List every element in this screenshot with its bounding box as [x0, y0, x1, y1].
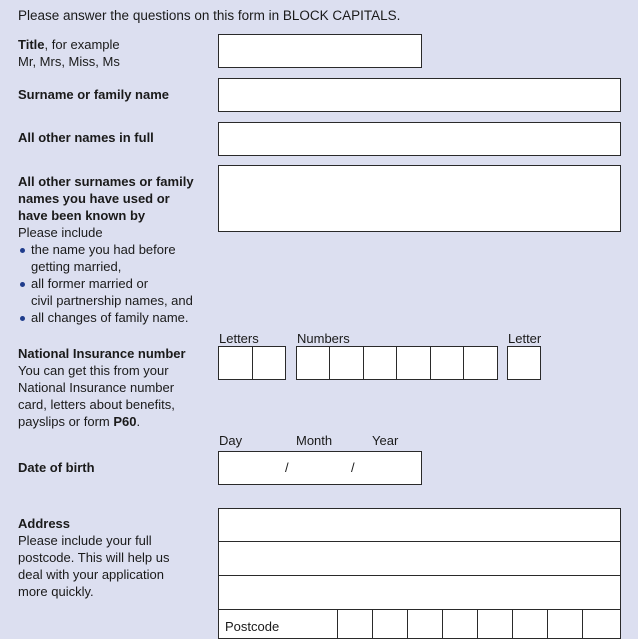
- postcode-label: Postcode: [225, 619, 280, 634]
- postcode-char-box[interactable]: [372, 609, 408, 639]
- address-hint-line-4: more quickly.: [18, 584, 94, 599]
- form-instructions: Please answer the questions on this form in BLOCK CAPITALS.: [18, 8, 401, 23]
- address-hint-line-1: Please include your full: [18, 533, 152, 548]
- address-label: [18, 515, 170, 600]
- dob-header-month: Month: [296, 433, 333, 448]
- ni-letter-box[interactable]: [252, 346, 286, 380]
- postcode-char-box[interactable]: [337, 609, 373, 639]
- ni-number-box[interactable]: [329, 346, 364, 380]
- postcode-char-box[interactable]: [442, 609, 478, 639]
- dob-input[interactable]: [218, 451, 422, 485]
- other-surnames-label: [18, 173, 194, 326]
- postcode-char-box[interactable]: [512, 609, 548, 639]
- ni-number-box[interactable]: [463, 346, 498, 380]
- bullet-item: the name you had before: [18, 242, 176, 257]
- other-surnames-label-line-1: All other surnames or family: [18, 174, 194, 189]
- ni-header-letter: Letter: [508, 331, 542, 346]
- ni-hint-line-2: National Insurance number: [18, 380, 175, 395]
- bullet-item: all former married or: [18, 276, 148, 291]
- other-surnames-input[interactable]: [218, 165, 621, 232]
- surname-label-text: Surname or family name: [18, 87, 169, 102]
- surname-label: [18, 87, 169, 104]
- ni-label: [18, 345, 186, 430]
- postcode-char-box[interactable]: [547, 609, 583, 639]
- other-names-label-text: All other names in full: [18, 130, 154, 145]
- ni-hint-line-1: You can get this from your: [18, 363, 169, 378]
- dob-header-day: Day: [219, 433, 243, 448]
- other-surnames-label-line-2: names you have used or: [18, 191, 170, 206]
- ni-hint-line-4-suffix: .: [136, 414, 141, 429]
- address-line-1-input[interactable]: [218, 508, 621, 542]
- postcode-char-box[interactable]: [582, 609, 621, 639]
- ni-hint-p60: P60: [113, 414, 137, 429]
- title-label-examples: Mr, Mrs, Miss, Ms: [18, 53, 120, 69]
- other-surnames-label-line-3: have been known by: [18, 208, 146, 223]
- address-hint-line-2: postcode. This will help us: [18, 550, 170, 565]
- ni-hint-line-3: card, letters about benefits,: [18, 397, 175, 412]
- other-surnames-hint: Please include: [18, 225, 103, 240]
- title-label-bold: Title: [18, 37, 45, 52]
- title-label: [18, 37, 120, 70]
- surname-input[interactable]: [218, 78, 621, 112]
- ni-hint-line-4-prefix: payslips or form: [18, 414, 114, 429]
- dob-separator: /: [285, 460, 289, 475]
- ni-number-box[interactable]: [363, 346, 397, 380]
- dob-label-text: Date of birth: [18, 460, 95, 475]
- bullet-item-continuation: civil partnership names, and: [31, 293, 193, 308]
- dob-separator: /: [351, 460, 355, 475]
- ni-final-letter-box[interactable]: [507, 346, 541, 380]
- ni-header-letters: Letters: [219, 331, 259, 346]
- address-line-2-input[interactable]: [218, 541, 621, 576]
- dob-label: [18, 460, 95, 477]
- bullet-item-continuation: getting married,: [31, 259, 122, 274]
- dob-header-year: Year: [372, 433, 399, 448]
- postcode-label-cell: [218, 609, 338, 639]
- ni-letter-box[interactable]: [218, 346, 253, 380]
- ni-number-box[interactable]: [296, 346, 330, 380]
- ni-number-box[interactable]: [396, 346, 431, 380]
- address-line-3-input[interactable]: [218, 575, 621, 610]
- ni-number-box[interactable]: [430, 346, 464, 380]
- postcode-char-box[interactable]: [477, 609, 513, 639]
- other-names-label: [18, 130, 154, 147]
- ni-label-text: National Insurance number: [18, 346, 186, 361]
- postcode-char-box[interactable]: [407, 609, 443, 639]
- ni-header-numbers: Numbers: [297, 331, 350, 346]
- title-input[interactable]: [218, 34, 422, 68]
- bullet-item: all changes of family name.: [18, 310, 189, 325]
- other-names-input[interactable]: [218, 122, 621, 156]
- title-label-rest: , for example: [44, 37, 120, 52]
- address-label-text: Address: [18, 516, 71, 531]
- address-hint-line-3: deal with your application: [18, 567, 164, 582]
